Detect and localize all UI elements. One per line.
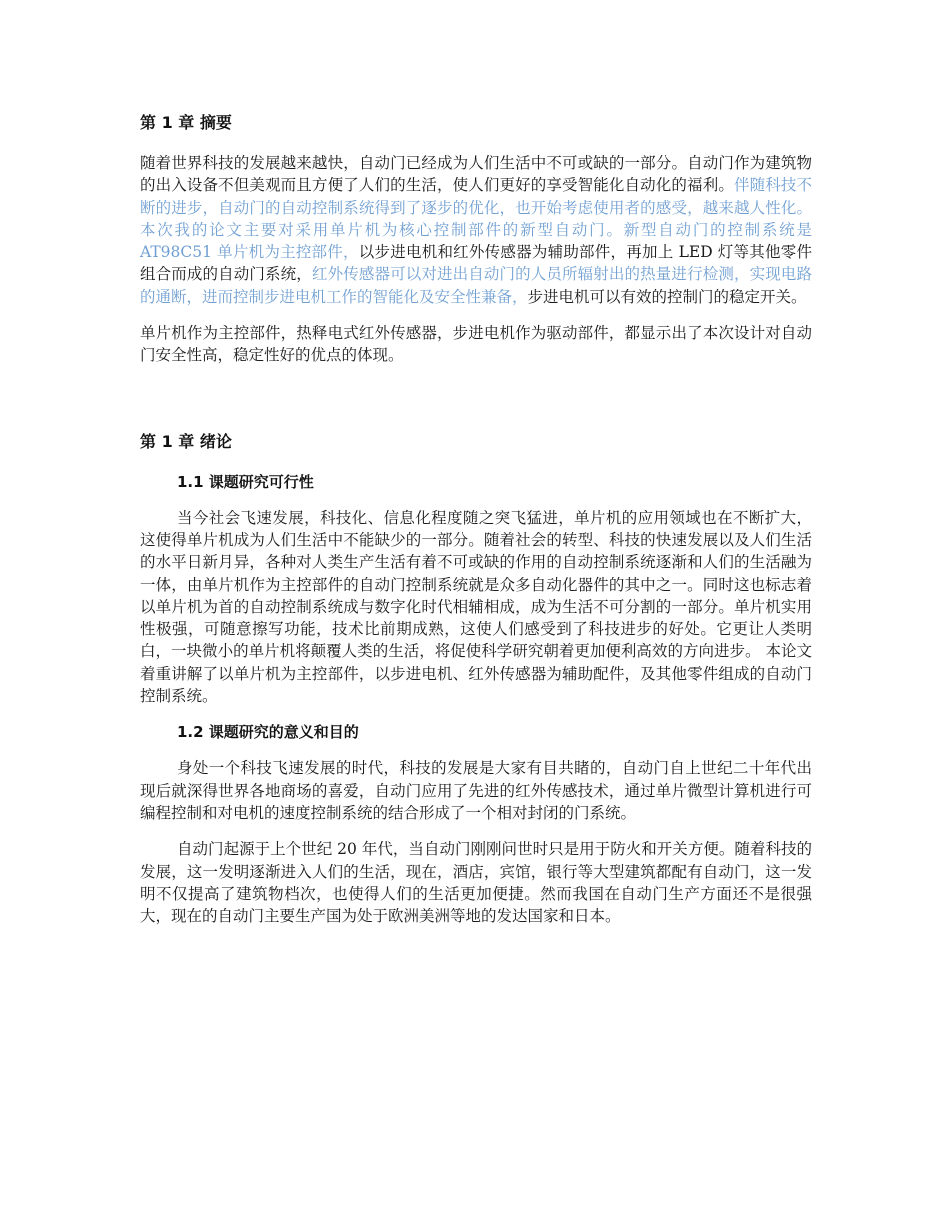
significance-paragraph-2: 自动门起源于上个世纪 20 年代，当自动门刚刚问世时只是用于防火和开关方便。随着科技的发展，这一发明逐渐进入人们的生活，现在，酒店，宾馆，银行等大型建筑都配有自动门，这一发明不仅提高了建筑物档次，也使得人们的生活更加便捷。然而我国在自动门生产方面还不是很强大，现在的自动门主要生产国为处于欧洲美洲等地的发达国家和日本。 [140,840,812,926]
document-page [140,112,812,941]
feasibility-paragraph: 当今社会飞速发展，科技化、信息化程度随之突飞猛进，单片机的应用领域也在不断扩大，这使得单片机成为人们生活中不能缺少的一部分。随着社会的转型、科技的快速发展以及人们生活的水平日新月异，各种对人类生产生活有着不可或缺的作用的自动控制系统逐渐和人们的生活融为一体，由单片机作为主控部件的自动门控制系统就是众多自动化器件的其中之一。同时这也标志着以单片机为首的自动控制系统成与数字化时代相辅相成，成为生活不可分割的一部分。单片机实用性极强，可随意擦写功能，技术比前期成熟，这使人们感受到了科技进步的好处。它更让人类明白，一块微小的单片机将颠覆人类的生活，将促使科学研究朝着更加便利高效的方向进步。 本论文着重讲解了以单片机为主控部件，以步进电机、红外传感器为辅助配件，及其他零件组成的自动门控制系统。 [140,508,812,706]
chapter-heading-abstract: 第 1 章 摘要 [140,113,232,132]
chapter-heading-introduction: 第 1 章 绪论 [140,431,232,451]
abstract-text-highlight-2: 红外传感器可以对进出自动门的人员所辐射出的热量进行检测，实现电路的通断，进而控制步进电机工作的智能化及安全性兼备， [140,265,812,306]
abstract-text-plain-1: 随着世界科技的发展越来越快，自动门已经成为人们生活中不可或缺的一部分。自动门作为建筑物的出入设备不但美观而且方便了人们的生活，使人们更好的享受智能化自动化的福利。 [140,154,812,195]
section-spacer [140,381,812,431]
abstract-paragraph-1 [140,152,812,308]
abstract-text-highlight-1: 伴随科技不断的进步，自动门的自动控制系统得到了逐步的优化，也开始考虑使用者的感受，越来越人性化。本次我的论文主要对采用单片机为核心控制部件的新型自动门。新型自动门的控制系统是 AT98C51 单片机为主控部件， [140,176,812,262]
abstract-paragraph-2: 单片机作为主控部件，热释电式红外传感器，步进电机作为驱动部件，都显示出了本次设计对自动门安全性高，稳定性好的优点的体现。 [140,324,812,365]
significance-paragraph-1: 身处一个科技飞速发展的时代，科技的发展是大家有目共睹的，自动门自上世纪二十年代出现后就深得世界各地商场的喜爱，自动门应用了先进的红外传感技术，通过单片微型计算机进行可编程控制和对电机的速度控制系统的结合形成了一个相对封闭的门系统。 [140,759,812,822]
abstract-text-plain-3: 步进电机可以有效的控制门的稳定开关。 [527,287,807,306]
abstract-text-plain-2: 以步进电机和红外传感器为辅助部件，再加上 LED 灯等其他零件组合而成的自动门系统， [140,243,812,284]
section-heading-feasibility: 1.1 课题研究可行性 [177,472,314,491]
section-heading-significance: 1.2 课题研究的意义和目的 [177,723,359,742]
